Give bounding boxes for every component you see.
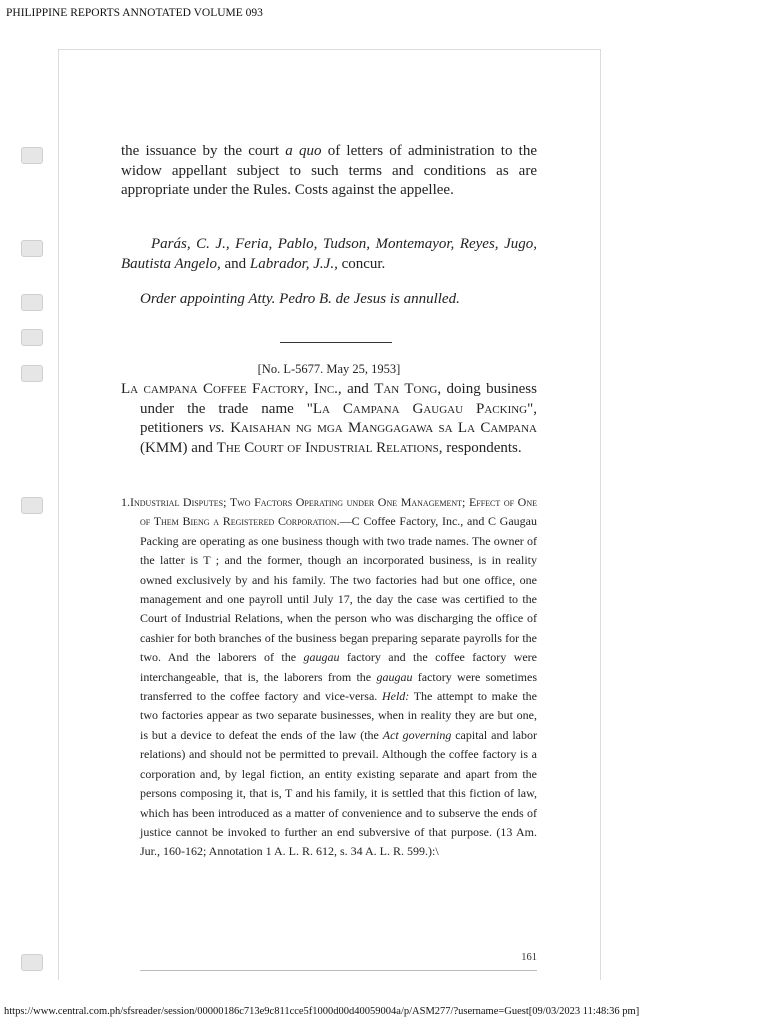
syllabus-text: factory and the coffee factory were interchangeable, that is, the laborers from the	[140, 650, 538, 684]
syllabus-number: 1.	[121, 495, 130, 509]
paragraph-marker-7[interactable]	[21, 954, 43, 971]
document-header-title: PHILIPPINE REPORTS ANNOTATED VOLUME 093	[6, 7, 263, 19]
footer-url: https://www.central.com.ph/sfsreader/session/00000186c713e9c811cce5f1000d00d40059004a/p/ASM277/?username=Guest[09/03/2023 11:48:36 pm]	[4, 1006, 640, 1017]
caption-versus: vs.	[208, 420, 225, 436]
page-number: 161	[521, 952, 537, 963]
paragraph-marker-6[interactable]	[21, 497, 43, 514]
caption-text: respondents.	[442, 439, 522, 456]
syllabus-text: —C Coffee Factory, Inc., and C Gaugau Packing are operating as one business though with two trade names. The owner of the latter is T ; and the former, though an incorporated business, is in reality owned exclusively by and his family. The two factories had but one office, one management and one payroll until July 17, the day the case was certified to the Court of Industrial Relations, when the person who was discharging the office of cashier for both branches of the business began preparing separate payrolls for the two. And the laborers of the	[140, 514, 537, 665]
paragraph-marker-2[interactable]	[21, 240, 43, 257]
caption-text: and	[341, 381, 375, 397]
syllabus-text: factory were sometimes transferred to the coffee factory and vice-versa.	[140, 669, 537, 704]
syllabus-italic: Held:	[381, 689, 410, 704]
body-paragraph	[121, 142, 537, 201]
section-divider	[280, 342, 392, 343]
body-text-b: of letters of administration to the widow appellant subject to such terms and conditions as are appropriate under the Rules. Costs against the appellee.	[121, 143, 537, 198]
syllabus-italic: Act governing	[382, 727, 452, 742]
concurrence-paragraph	[121, 235, 537, 274]
paragraph-marker-5[interactable]	[21, 365, 43, 382]
body-text-italic: a quo	[285, 143, 322, 159]
caption-text: ", petitioners	[140, 400, 537, 436]
syllabus-italic: gaugau	[303, 650, 340, 665]
case-docket: [No. L-5677. May 25, 1953]	[257, 362, 401, 376]
syllabus-text: The attempt to make the two factories appear as two separate businesses, when in reality they are but one, is but a device to defeat the ends of the law (the	[140, 689, 537, 742]
caption-party-2: Tan Tong,	[374, 381, 442, 397]
paragraph-marker-1[interactable]	[21, 147, 43, 164]
footer-divider	[140, 970, 537, 971]
body-text-a: the issuance by the court	[121, 143, 286, 159]
order-paragraph: Order appointing Atty. Pedro B. de Jesus is annulled.	[140, 291, 460, 307]
caption-text: doing business under the trade name "	[140, 381, 537, 417]
syllabus-italic: gaugau	[376, 669, 413, 684]
concur-end: concur.	[337, 255, 386, 272]
syllabus-paragraph	[121, 493, 537, 862]
concur-justice-last: Labrador, J.J.,	[249, 255, 338, 272]
paragraph-marker-3[interactable]	[21, 294, 43, 311]
concur-justices: Parás, C. J., Feria, Pablo, Tudson, Montemayor, Reyes, Jugo, Bautista Angelo,	[121, 236, 537, 272]
case-caption	[121, 380, 537, 458]
syllabus-text: capital and labor relations) and should not be permitted to prevail. Although the coffee factory is a corporation and, by legal fiction, an entity existing separate and apart from the persons composing it, that is, T and his family, it is settled that this fiction of law, which has been introduced as a matter of convenience and to subserve the ends of justice cannot be invoked to further an end subversive of that purpose. (13 Am. Jur., 160-162; Annotation 1 A. L. R. 612, s. 34 A. L. R. 599.):\	[140, 727, 538, 859]
caption-party-1: La campana Coffee Factory, Inc.,	[121, 381, 342, 397]
paragraph-marker-4[interactable]	[21, 329, 43, 346]
caption-respondent-1: Kaisahan ng mga Manggagawa sa La Campana	[230, 420, 538, 436]
caption-text: (KMM) and	[140, 439, 217, 456]
concur-and: and	[220, 255, 250, 272]
caption-respondent-2: The Court of Industrial Relations,	[216, 439, 443, 456]
syllabus-heading: Industrial Disputes; Two Factors Operating under One Management; Effect of One of Them Bieng a Registered Corporation.	[130, 495, 537, 529]
caption-trade-name: La Campana Gaugau Packing	[312, 400, 528, 417]
